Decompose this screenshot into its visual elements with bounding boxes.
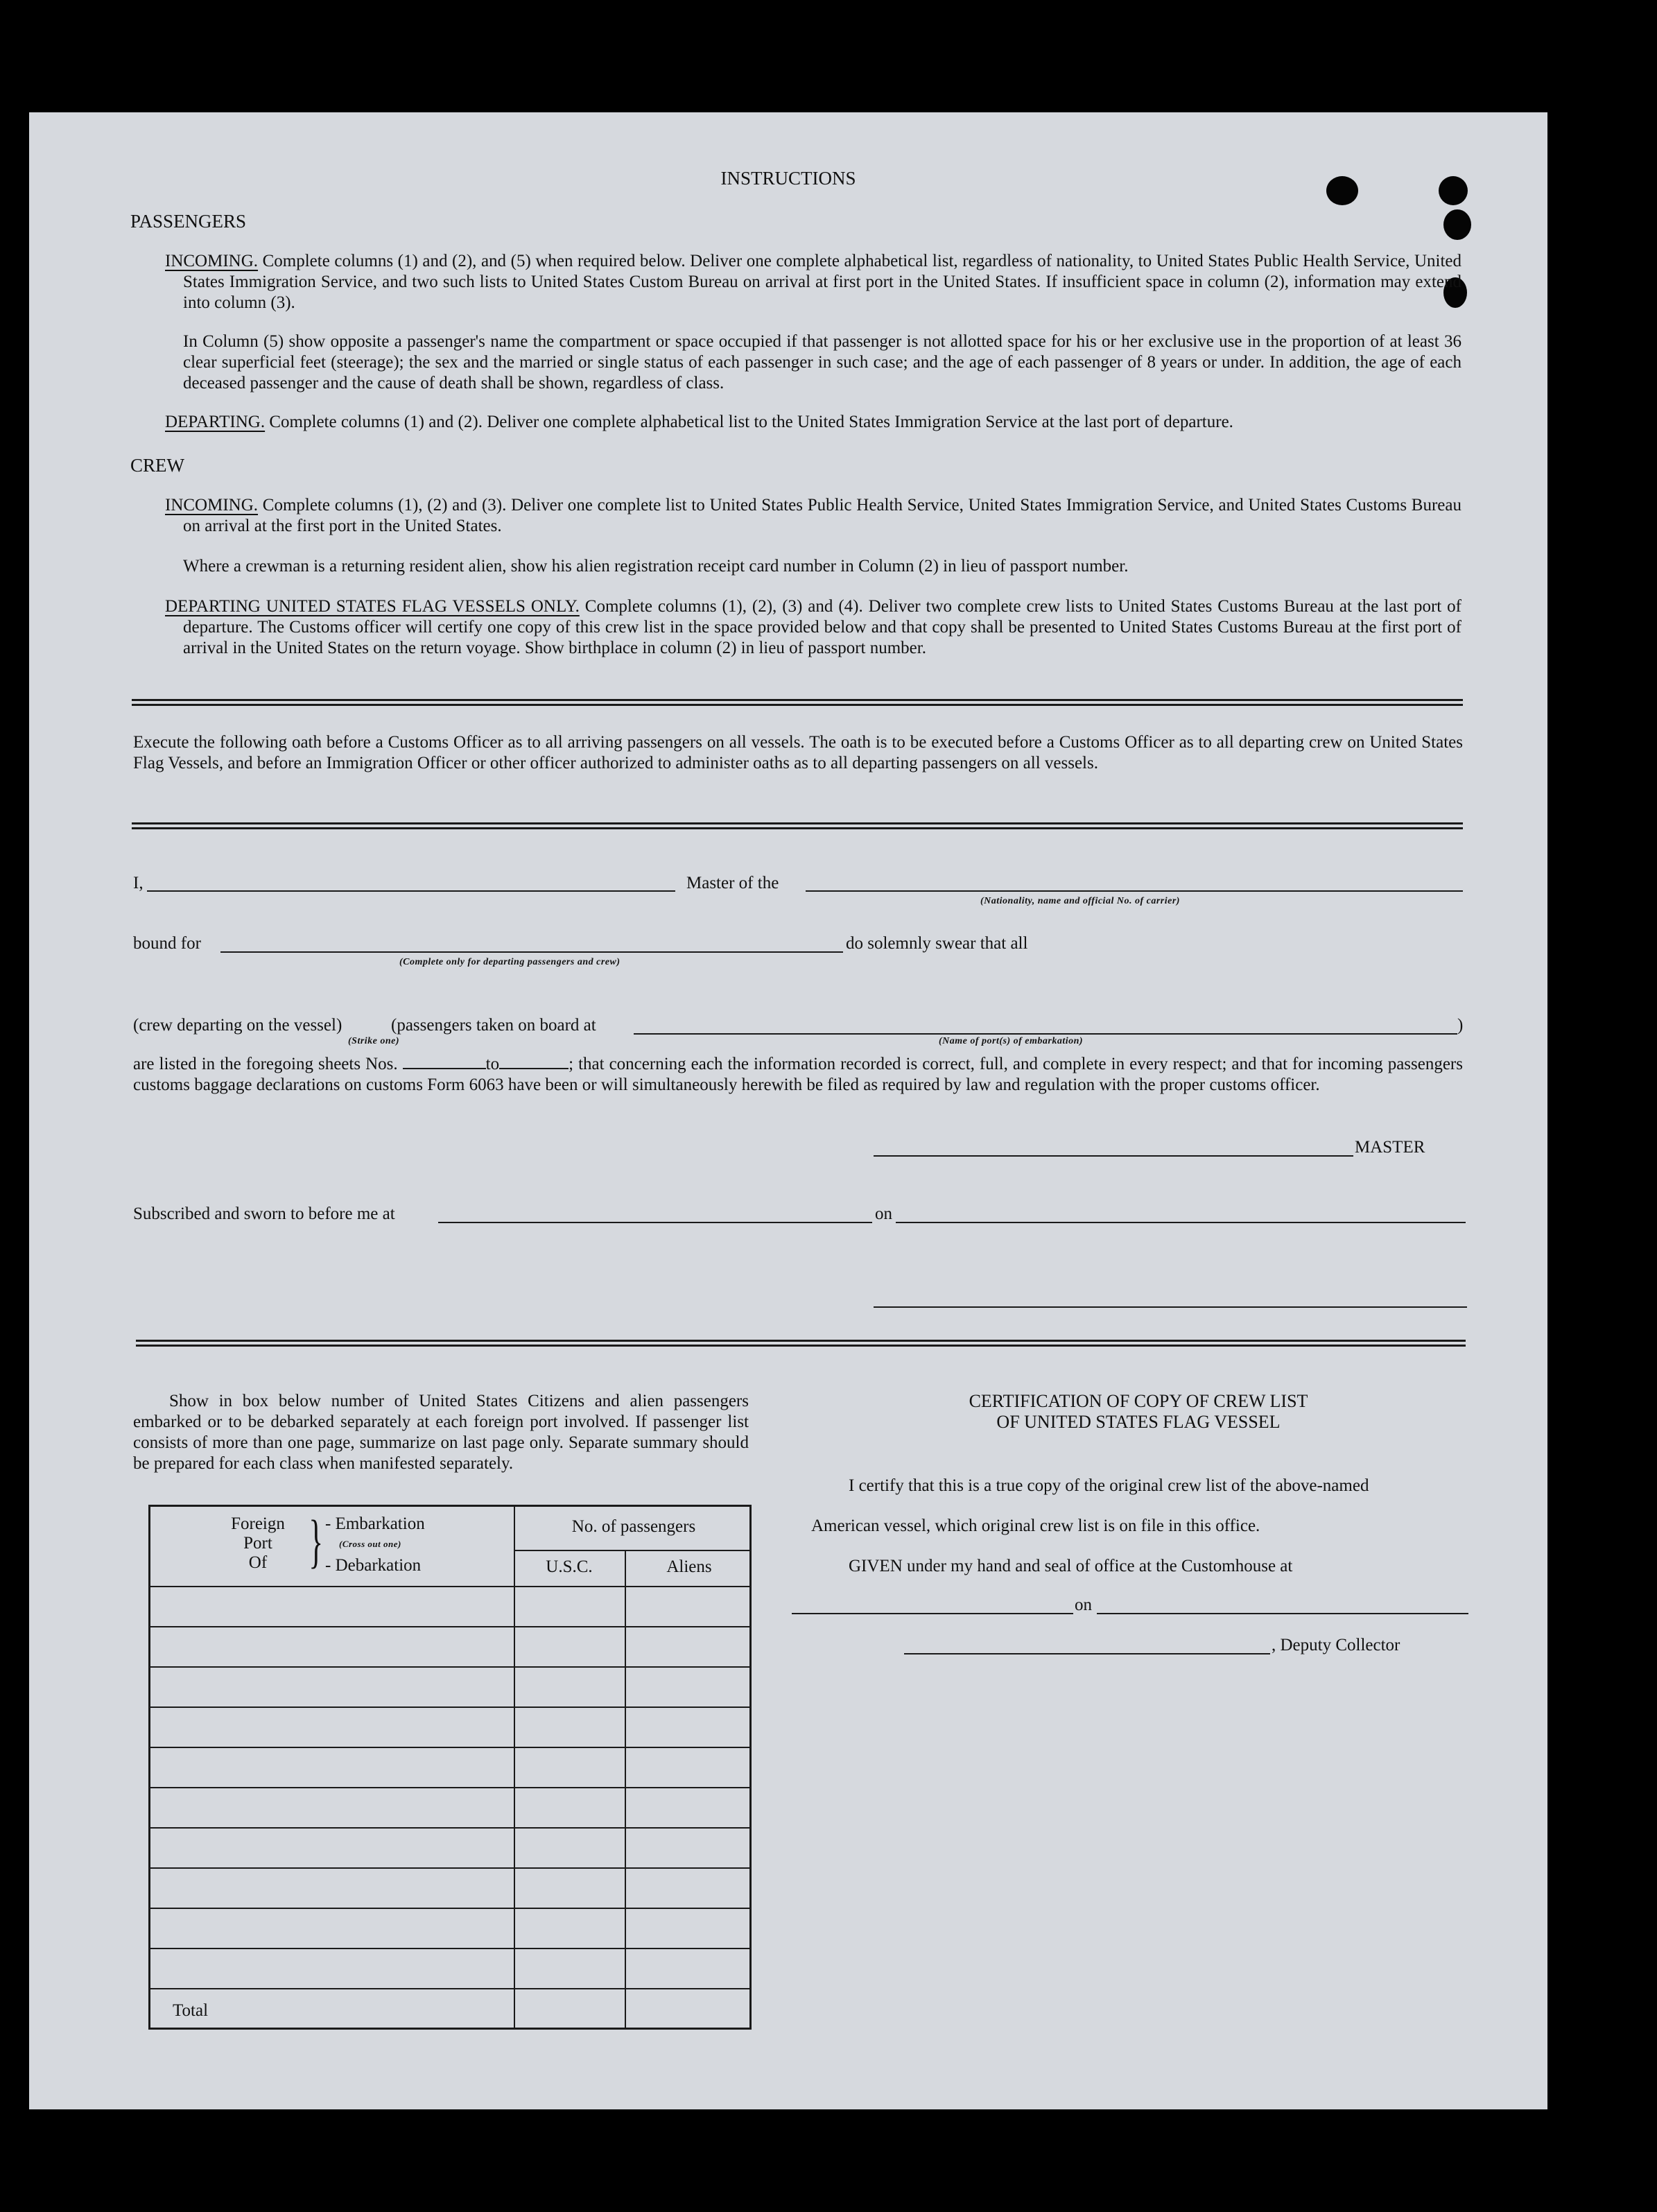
section-divider [132,822,1463,829]
crew-departing-text: Complete columns (1), (2), (3) and (4). Deliver two complete crew lists to United States Customs Bureau at the last port of departure. The Customs officer will certify one copy of this crew list in the space provided below and that copy shall be presented to United States Customs Bureau at the first port of arrival in the United States on the return voyage. Show birthplace in column (2) in lieu of passport number. [183,597,1461,657]
oath-i-label: I, [133,874,144,892]
brace-decoration: } [309,1507,323,1574]
punch-hole-decoration [1443,209,1471,240]
passengers-incoming-text: Complete columns (1) and (2), and (5) when required below. Deliver one complete alphabetical list, regardless of nationality, to United States Public Health Service, United States Immigration Service, and two such lists to United States Custom Bureau on arrival at first port in the United States. If insufficient space in column (2), information may extend into column (3). [183,252,1461,312]
bound-caption: (Complete only for departing passengers and crew) [399,957,621,967]
deputy-collector-label: , Deputy Collector [1272,1636,1400,1654]
section-divider [132,699,1463,706]
listed-sheets-text: are listed in the foregoing sheets Nos. [133,1055,398,1073]
debarkation-option: - Debarkation [325,1556,422,1575]
passengers-column5-paragraph: In Column (5) show opposite a passenger's name the compartment or space occupied if that passenger is not allotted space for his or her exclusive use in the proportion of at least 36 clear superficial feet (steerage); the sex and the married or single status of each passenger in such case; and the age of each passenger of 8 years or under. In addition, the age of each deceased passenger and the cause of death shall be shown, regardless of class. [183,332,1461,392]
of-label: Of [248,1553,268,1572]
passenger-summary-table [148,1505,752,2030]
form-page [29,112,1547,2109]
sheet-to-blank[interactable] [499,1055,569,1069]
section-divider [136,1340,1466,1347]
certification-date-line[interactable] [1097,1613,1468,1614]
certification-on-label: on [1075,1596,1092,1614]
total-label: Total [173,2001,209,2020]
certify-line2: American vessel, which original crew list is on file in this office. [811,1517,1260,1535]
strike-one-caption: (Strike one) [348,1036,400,1046]
carrier-caption: (Nationality, name and official No. of carrier) [980,896,1180,906]
listed-to-label: to [485,1055,500,1073]
carrier-line[interactable] [806,890,1463,892]
passengers-departing-text: Complete columns (1) and (2). Deliver one complete alphabetical list to the United States Immigration Service at the last port of departure. [269,413,1233,431]
foreign-label: Foreign [231,1514,285,1533]
no-of-passengers-header: No. of passengers [571,1517,696,1536]
crew-departing-paragraph [165,596,1461,659]
passengers-incoming-label: INCOMING. [165,252,259,270]
bound-for-label: bound for [133,934,201,953]
sworn-place-line[interactable] [438,1222,872,1223]
master-name-line[interactable] [147,890,675,892]
sheet-from-blank[interactable] [403,1055,486,1069]
passengers-heading: PASSENGERS [130,211,247,232]
listed-rest-text: ; that concerning each the information recorded is correct, full, and complete in every respect; and that for incoming passengers customs baggage declarations on customs Form 6063 have been or will simultaneously herewith be filed as required by law and regulation with the proper customs officer. [133,1055,1463,1094]
listed-sheets-paragraph [133,1054,1463,1096]
master-of-the-label: Master of the [686,874,779,892]
passengers-taken-option: (passengers taken on board at [391,1016,596,1035]
close-paren: ) [1457,1016,1464,1035]
subscribed-label: Subscribed and sworn to before me at [133,1204,395,1223]
crew-crewman-paragraph: Where a crewman is a returning resident alien, show his alien registration receipt card number in Column (2) in lieu of passport number. [183,557,1129,576]
crew-heading: CREW [130,455,184,476]
swear-label: do solemnly swear that all [846,934,1028,953]
certification-title-line2: OF UNITED STATES FLAG VESSEL [996,1412,1281,1432]
port-label: Port [243,1534,272,1553]
certify-line1: I certify that this is a true copy of the original crew list of the above-named [849,1476,1369,1495]
port-caption: (Name of port(s) of embarkation) [939,1036,1084,1046]
passengers-incoming-paragraph [165,251,1461,313]
page-title: INSTRUCTIONS [720,168,856,189]
embarkation-option: - Embarkation [325,1514,425,1533]
certification-title-line1: CERTIFICATION OF COPY OF CREW LIST [969,1391,1308,1411]
customhouse-place-line[interactable] [792,1613,1073,1614]
passengers-departing-label: DEPARTING. [165,413,266,431]
crew-departing-label: DEPARTING UNITED STATES FLAG VESSELS ONLY. [165,597,580,616]
oath-instruction-paragraph: Execute the following oath before a Customs Officer as to all arriving passengers on all vessels. The oath is to be executed before a Customs Officer as to all departing crew on United States Flag Vessels, and before an Immigration Officer or other officer authorized to administer oaths as to all departing passengers on all vessels. [133,733,1463,772]
sworn-on-label: on [875,1204,892,1223]
crew-incoming-label: INCOMING. [165,496,259,515]
crew-incoming-text: Complete columns (1), (2) and (3). Deliver one complete list to United States Public Health Service, United States Immigration Service, and United States Customs Bureau on arrival at the first port in the United States. [183,496,1461,535]
crew-incoming-paragraph [165,495,1461,537]
master-label: MASTER [1355,1138,1425,1157]
aliens-header: Aliens [666,1557,712,1576]
bound-for-line[interactable] [220,951,843,953]
crew-departing-option: (crew departing on the vessel) [133,1016,342,1035]
given-line: GIVEN under my hand and seal of office at the Customhouse at [849,1557,1293,1575]
usc-header: U.S.C. [546,1557,593,1576]
master-signature-line[interactable] [874,1155,1353,1157]
embarkation-port-line[interactable] [634,1033,1457,1035]
sworn-date-line[interactable] [896,1222,1466,1223]
summary-instruction-paragraph: Show in box below number of United States Citizens and alien passengers embarked or to be debarked separately at each foreign port involved. If passenger list consists of more than one page, summarize on last page only. Separate summary should be prepared for each class when manifested separately. [133,1392,749,1473]
officer-signature-line[interactable] [874,1306,1467,1308]
deputy-signature-line[interactable] [904,1653,1270,1654]
passengers-departing-paragraph [165,412,1461,433]
cross-out-caption: (Cross out one) [339,1539,401,1549]
